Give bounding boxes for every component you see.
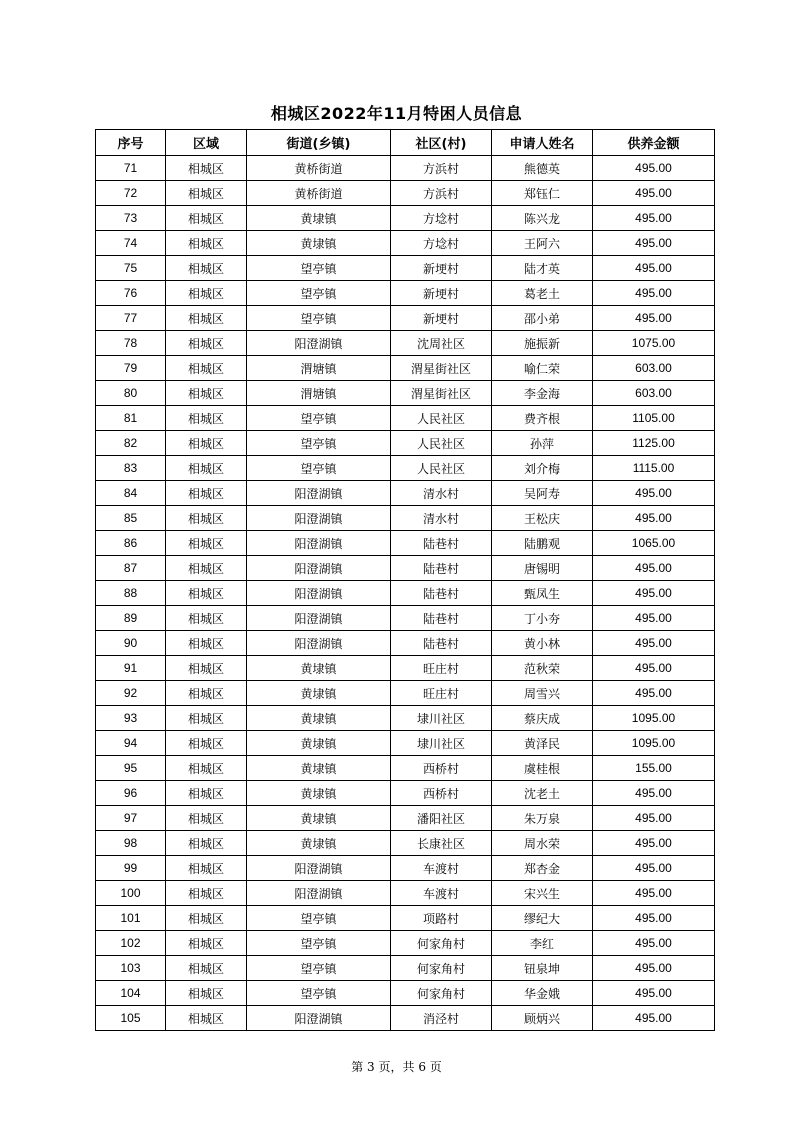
col-district-cell: 相城区 [166,281,247,306]
col-street-cell: 黄埭镇 [247,731,391,756]
col-district-cell: 相城区 [166,581,247,606]
col-applicant-cell: 李红 [492,931,593,956]
col-amount-cell: 495.00 [593,781,715,806]
col-applicant-cell: 宋兴生 [492,881,593,906]
col-serial-cell: 89 [96,606,166,631]
table-row [96,406,715,431]
col-district-cell: 相城区 [166,806,247,831]
col-street-cell: 望亭镇 [247,931,391,956]
col-amount-cell: 495.00 [593,831,715,856]
col-amount-cell: 495.00 [593,256,715,281]
col-community-cell: 西桥村 [391,781,492,806]
table-row [96,231,715,256]
col-serial-cell: 86 [96,531,166,556]
col-serial-cell: 81 [96,406,166,431]
col-street-cell: 黄桥街道 [247,156,391,181]
col-serial-cell: 104 [96,981,166,1006]
col-street-cell: 阳澄湖镇 [247,881,391,906]
col-serial-cell: 102 [96,931,166,956]
col-serial-cell: 99 [96,856,166,881]
col-community-cell: 车渡村 [391,856,492,881]
col-serial-cell: 88 [96,581,166,606]
col-amount-cell: 155.00 [593,756,715,781]
table-row [96,781,715,806]
col-amount-cell: 495.00 [593,206,715,231]
col-serial-cell: 83 [96,456,166,481]
col-amount-cell: 495.00 [593,231,715,256]
col-district-cell: 相城区 [166,206,247,231]
col-district-cell: 相城区 [166,781,247,806]
page-footer: 第 3 页，共 6 页 [351,1060,442,1074]
col-serial-cell: 96 [96,781,166,806]
col-community-cell: 陆巷村 [391,556,492,581]
col-district-cell: 相城区 [166,181,247,206]
col-applicant-cell: 周雪兴 [492,681,593,706]
col-district-cell: 相城区 [166,656,247,681]
col-street-cell: 黄埭镇 [247,806,391,831]
col-amount-cell: 1095.00 [593,706,715,731]
col-street-cell: 望亭镇 [247,406,391,431]
table-row [96,1006,715,1031]
col-serial-cell: 73 [96,206,166,231]
table-row [96,706,715,731]
col-applicant-cell: 孙萍 [492,431,593,456]
col-community-cell: 新埂村 [391,306,492,331]
col-district-cell: 相城区 [166,831,247,856]
col-serial-cell: 100 [96,881,166,906]
table-row [96,906,715,931]
col-district-cell: 相城区 [166,606,247,631]
col-community-cell: 西桥村 [391,756,492,781]
table-row [96,481,715,506]
col-amount-cell: 495.00 [593,856,715,881]
table-row [96,856,715,881]
col-serial-cell: 79 [96,356,166,381]
col-amount-cell: 495.00 [593,681,715,706]
col-district-cell: 相城区 [166,481,247,506]
table-row [96,431,715,456]
col-community-cell: 埭川社区 [391,706,492,731]
col-street-cell: 望亭镇 [247,281,391,306]
col-district-cell: 相城区 [166,506,247,531]
col-community-header: 社区(村) [391,130,492,156]
col-applicant-cell: 钮泉坤 [492,956,593,981]
col-community-cell: 陆巷村 [391,631,492,656]
col-community-cell: 长康社区 [391,831,492,856]
col-district-header: 区域 [166,130,247,156]
col-district-cell: 相城区 [166,981,247,1006]
col-street-cell: 望亭镇 [247,956,391,981]
col-applicant-cell: 蔡庆成 [492,706,593,731]
col-amount-cell: 495.00 [593,606,715,631]
col-district-cell: 相城区 [166,331,247,356]
col-applicant-cell: 黄小林 [492,631,593,656]
table-row [96,156,715,181]
col-district-cell: 相城区 [166,756,247,781]
col-district-cell: 相城区 [166,931,247,956]
col-applicant-cell: 李金海 [492,381,593,406]
col-district-cell: 相城区 [166,881,247,906]
col-applicant-cell: 陈兴龙 [492,206,593,231]
col-street-cell: 阳澄湖镇 [247,531,391,556]
col-street-cell: 阳澄湖镇 [247,506,391,531]
table-row [96,531,715,556]
table-row [96,556,715,581]
col-street-cell: 阳澄湖镇 [247,631,391,656]
col-serial-cell: 71 [96,156,166,181]
col-amount-cell: 495.00 [593,981,715,1006]
col-street-header: 街道(乡镇) [247,130,391,156]
header-row [96,130,715,156]
col-district-cell: 相城区 [166,306,247,331]
col-applicant-cell: 吴阿寿 [492,481,593,506]
col-community-cell: 陆巷村 [391,581,492,606]
col-street-cell: 阳澄湖镇 [247,856,391,881]
col-serial-cell: 84 [96,481,166,506]
col-applicant-cell: 陆鹏观 [492,531,593,556]
col-serial-cell: 78 [96,331,166,356]
col-street-cell: 阳澄湖镇 [247,331,391,356]
table-row [96,681,715,706]
col-applicant-cell: 郑钰仁 [492,181,593,206]
col-street-cell: 黄埭镇 [247,756,391,781]
col-applicant-cell: 甄凤生 [492,581,593,606]
col-amount-cell: 1095.00 [593,731,715,756]
col-district-cell: 相城区 [166,681,247,706]
table-row [96,456,715,481]
col-street-cell: 望亭镇 [247,431,391,456]
col-amount-cell: 495.00 [593,956,715,981]
col-district-cell: 相城区 [166,556,247,581]
col-serial-cell: 95 [96,756,166,781]
col-serial-cell: 105 [96,1006,166,1031]
col-amount-cell: 1065.00 [593,531,715,556]
col-street-cell: 望亭镇 [247,906,391,931]
table-row [96,331,715,356]
col-community-cell: 方埝村 [391,231,492,256]
col-district-cell: 相城区 [166,256,247,281]
col-serial-cell: 103 [96,956,166,981]
col-applicant-cell: 喻仁荣 [492,356,593,381]
col-serial-cell: 101 [96,906,166,931]
col-community-cell: 陆巷村 [391,606,492,631]
col-street-cell: 黄桥街道 [247,181,391,206]
col-serial-cell: 97 [96,806,166,831]
col-serial-cell: 92 [96,681,166,706]
col-community-cell: 何家角村 [391,931,492,956]
col-community-cell: 新埂村 [391,281,492,306]
col-community-cell: 何家角村 [391,956,492,981]
col-community-cell: 清水村 [391,481,492,506]
col-amount-cell: 495.00 [593,806,715,831]
col-community-cell: 人民社区 [391,431,492,456]
col-serial-cell: 77 [96,306,166,331]
col-district-cell: 相城区 [166,906,247,931]
col-community-cell: 何家角村 [391,981,492,1006]
table-row [96,581,715,606]
col-street-cell: 渭塘镇 [247,381,391,406]
table-row [96,831,715,856]
col-amount-cell: 1125.00 [593,431,715,456]
col-applicant-cell: 葛老土 [492,281,593,306]
col-community-cell: 人民社区 [391,406,492,431]
table-row [96,306,715,331]
col-street-cell: 渭塘镇 [247,356,391,381]
col-amount-cell: 495.00 [593,906,715,931]
document-title: 相城区2022年11月特困人员信息 [270,104,523,123]
col-applicant-cell: 王松庆 [492,506,593,531]
col-district-cell: 相城区 [166,856,247,881]
col-community-cell: 埭川社区 [391,731,492,756]
col-amount-cell: 495.00 [593,581,715,606]
col-district-cell: 相城区 [166,406,247,431]
col-applicant-cell: 郑杏金 [492,856,593,881]
col-serial-cell: 91 [96,656,166,681]
col-serial-cell: 74 [96,231,166,256]
col-serial-header: 序号 [96,130,166,156]
col-community-cell: 渭星街社区 [391,381,492,406]
col-street-cell: 阳澄湖镇 [247,556,391,581]
table-row [96,606,715,631]
col-amount-cell: 495.00 [593,1006,715,1031]
col-applicant-cell: 熊德英 [492,156,593,181]
col-community-cell: 人民社区 [391,456,492,481]
col-street-cell: 黄埭镇 [247,781,391,806]
col-amount-cell: 1105.00 [593,406,715,431]
table-body [96,156,715,1031]
col-serial-cell: 87 [96,556,166,581]
col-amount-cell: 495.00 [593,156,715,181]
col-applicant-cell: 朱万泉 [492,806,593,831]
col-serial-cell: 76 [96,281,166,306]
col-street-cell: 黄埭镇 [247,706,391,731]
col-street-cell: 望亭镇 [247,306,391,331]
col-street-cell: 黄埭镇 [247,206,391,231]
col-amount-cell: 1075.00 [593,331,715,356]
col-amount-cell: 495.00 [593,306,715,331]
table-row [96,381,715,406]
col-amount-cell: 603.00 [593,356,715,381]
col-district-cell: 相城区 [166,531,247,556]
col-street-cell: 黄埭镇 [247,656,391,681]
col-applicant-cell: 费齐根 [492,406,593,431]
table-row [96,806,715,831]
col-community-cell: 新埂村 [391,256,492,281]
col-applicant-cell: 范秋荣 [492,656,593,681]
col-community-cell: 方浜村 [391,181,492,206]
col-applicant-cell: 王阿六 [492,231,593,256]
col-community-cell: 旺庄村 [391,656,492,681]
table-row [96,506,715,531]
col-district-cell: 相城区 [166,156,247,181]
col-applicant-cell: 黄泽民 [492,731,593,756]
col-street-cell: 望亭镇 [247,456,391,481]
col-street-cell: 黄埭镇 [247,231,391,256]
table-row [96,656,715,681]
col-amount-cell: 495.00 [593,506,715,531]
col-community-cell: 消泾村 [391,1006,492,1031]
col-community-cell: 沈周社区 [391,331,492,356]
col-applicant-cell: 周水荣 [492,831,593,856]
col-amount-cell: 1115.00 [593,456,715,481]
col-community-cell: 旺庄村 [391,681,492,706]
table-row [96,256,715,281]
col-applicant-cell: 虞桂根 [492,756,593,781]
col-applicant-header: 申请人姓名 [492,130,593,156]
col-street-cell: 阳澄湖镇 [247,1006,391,1031]
col-district-cell: 相城区 [166,231,247,256]
table-row [96,731,715,756]
col-serial-cell: 82 [96,431,166,456]
col-serial-cell: 72 [96,181,166,206]
col-applicant-cell: 顾炳兴 [492,1006,593,1031]
col-applicant-cell: 施振新 [492,331,593,356]
col-applicant-cell: 丁小夯 [492,606,593,631]
col-applicant-cell: 唐锡明 [492,556,593,581]
col-district-cell: 相城区 [166,956,247,981]
col-community-cell: 陆巷村 [391,531,492,556]
table-row [96,956,715,981]
col-amount-cell: 495.00 [593,181,715,206]
col-applicant-cell: 缪纪大 [492,906,593,931]
col-serial-cell: 85 [96,506,166,531]
table-row [96,356,715,381]
col-street-cell: 望亭镇 [247,256,391,281]
col-district-cell: 相城区 [166,631,247,656]
col-community-cell: 渭星街社区 [391,356,492,381]
col-district-cell: 相城区 [166,456,247,481]
table-row [96,281,715,306]
table-row [96,756,715,781]
col-applicant-cell: 邵小弟 [492,306,593,331]
col-district-cell: 相城区 [166,731,247,756]
col-community-cell: 项路村 [391,906,492,931]
col-amount-header: 供养金额 [593,130,715,156]
col-community-cell: 车渡村 [391,881,492,906]
table-row [96,881,715,906]
col-applicant-cell: 陆才英 [492,256,593,281]
col-amount-cell: 495.00 [593,556,715,581]
col-serial-cell: 80 [96,381,166,406]
col-street-cell: 阳澄湖镇 [247,481,391,506]
col-applicant-cell: 沈老土 [492,781,593,806]
col-amount-cell: 495.00 [593,931,715,956]
col-serial-cell: 98 [96,831,166,856]
table-row [96,181,715,206]
col-street-cell: 阳澄湖镇 [247,581,391,606]
table-row [96,931,715,956]
col-community-cell: 方浜村 [391,156,492,181]
col-serial-cell: 93 [96,706,166,731]
col-street-cell: 望亭镇 [247,981,391,1006]
col-street-cell: 黄埭镇 [247,831,391,856]
col-street-cell: 阳澄湖镇 [247,606,391,631]
col-amount-cell: 495.00 [593,656,715,681]
col-street-cell: 黄埭镇 [247,681,391,706]
col-amount-cell: 495.00 [593,881,715,906]
col-district-cell: 相城区 [166,706,247,731]
col-amount-cell: 495.00 [593,281,715,306]
col-community-cell: 潘阳社区 [391,806,492,831]
col-amount-cell: 495.00 [593,481,715,506]
col-applicant-cell: 华金娥 [492,981,593,1006]
col-serial-cell: 94 [96,731,166,756]
col-district-cell: 相城区 [166,431,247,456]
col-serial-cell: 75 [96,256,166,281]
table-row [96,631,715,656]
special-hardship-table [95,129,715,1031]
col-community-cell: 方埝村 [391,206,492,231]
table-row [96,206,715,231]
col-district-cell: 相城区 [166,356,247,381]
col-amount-cell: 495.00 [593,631,715,656]
col-amount-cell: 603.00 [593,381,715,406]
table-row [96,981,715,1006]
col-serial-cell: 90 [96,631,166,656]
col-district-cell: 相城区 [166,1006,247,1031]
col-community-cell: 清水村 [391,506,492,531]
col-district-cell: 相城区 [166,381,247,406]
table-header [96,130,715,156]
col-applicant-cell: 刘介梅 [492,456,593,481]
